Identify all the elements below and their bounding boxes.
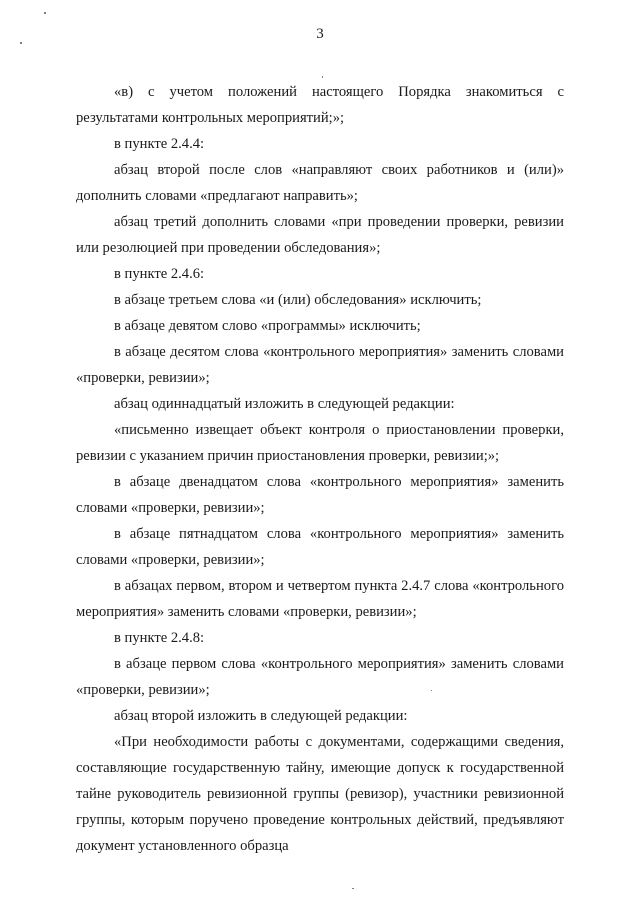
paragraph: «в) с учетом положений настоящего Порядка знакомиться с результатами контрольных мероприятий;»; xyxy=(76,84,564,126)
paragraph: абзац второй изложить в следующей редакции: xyxy=(114,708,408,724)
paragraph: абзац одиннадцатый изложить в следующей редакции: xyxy=(114,396,455,412)
paragraph: в абзаце первом слова «контрольного мероприятия» заменить словами «проверки, ревизии»; xyxy=(76,656,564,698)
paragraph: абзац третий дополнить словами «при проведении проверки, ревизии или резолюцией при проведении обследования»; xyxy=(76,214,564,256)
scan-speck xyxy=(44,12,46,14)
scan-speck xyxy=(322,76,323,78)
paragraph: в абзаце двенадцатом слова «контрольного мероприятия» заменить словами «проверки, ревизии»; xyxy=(76,474,564,516)
paragraph: в абзаце пятнадцатом слова «контрольного мероприятия» заменить словами «проверки, ревизии»; xyxy=(76,526,564,568)
paragraph: в пункте 2.4.6: xyxy=(114,266,205,282)
paragraph: абзац второй после слов «направляют своих работников и (или)» дополнить словами «предлагают направить»; xyxy=(76,162,564,204)
paragraph: в пункте 2.4.8: xyxy=(114,630,205,646)
paragraph: «При необходимости работы с документами, содержащими сведения, составляющие государственную тайну, имеющие допуск к государственной тайне руководитель ревизионной группы (ревизор), участники ревизионной группы, которым поручено проведение контрольных действий, предъявляют документ установленного образца xyxy=(76,734,564,854)
paragraph: в пункте 2.4.4: xyxy=(114,136,205,152)
page-number: 3 xyxy=(316,26,324,42)
paragraph: «письменно извещает объект контроля о приостановлении проверки, ревизии с указанием причин приостановления проверки, ревизии;»; xyxy=(76,422,564,464)
document-body xyxy=(76,79,564,859)
scan-speck xyxy=(352,888,354,889)
paragraph: в абзаце третьем слова «и (или) обследования» исключить; xyxy=(114,292,482,308)
paragraph: в абзаце десятом слова «контрольного мероприятия» заменить словами «проверки, ревизии»; xyxy=(76,344,564,386)
paragraph: в абзацах первом, втором и четвертом пункта 2.4.7 слова «контрольного мероприятия» заменить словами «проверки, ревизии»; xyxy=(76,578,564,620)
paragraph: в абзаце девятом слово «программы» исключить; xyxy=(114,318,421,334)
